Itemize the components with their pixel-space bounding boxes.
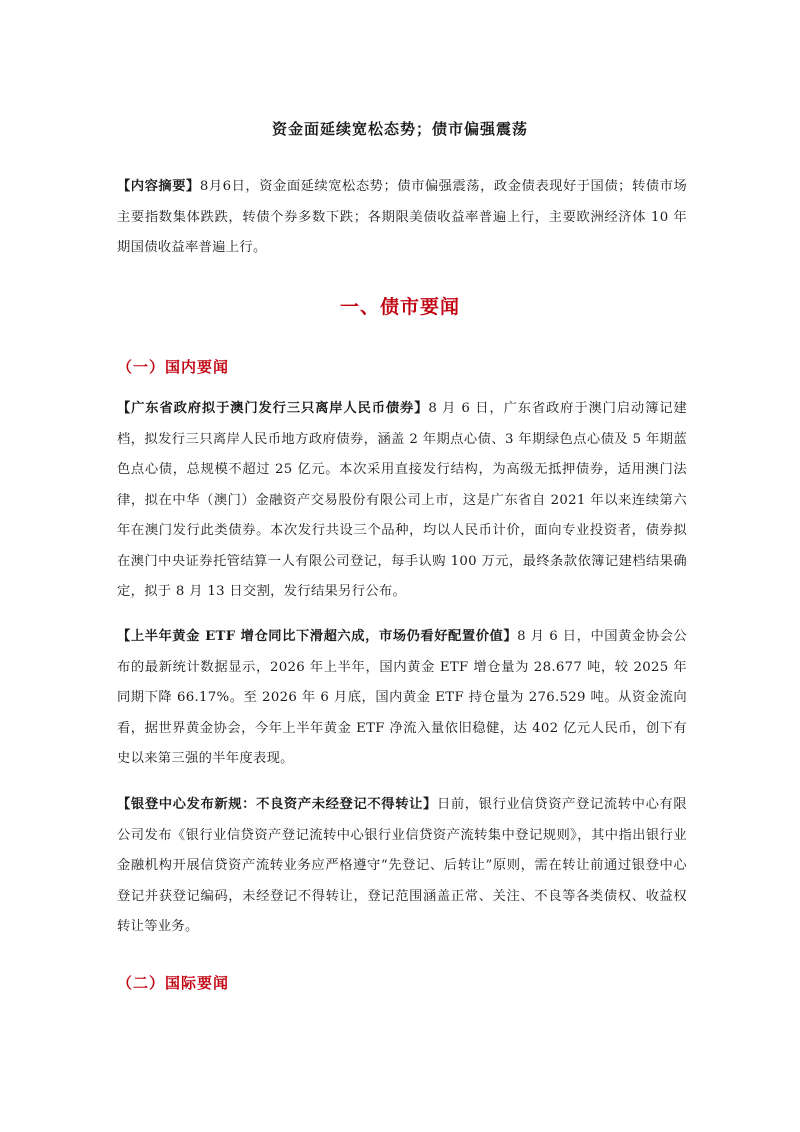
news-item xyxy=(117,394,687,608)
section-heading: 一、债市要闻 xyxy=(339,296,460,318)
subsection-heading-domestic: （一）国内要闻 xyxy=(117,358,230,376)
subsection-heading-international: （二）国际要闻 xyxy=(117,974,230,992)
news-item-text: 日前，银行业信贷资产登记流转中心有限公司发布《银行业信贷资产登记流转中心银行业信贷资产流转集中登记规则》，其中指出银行业金融机构开展信贷资产流转业务应严格遵守“先登记、后转让”原则，需在转让前通过银登中心登记并获登记编码，未经登记不得转让，登记范围涵盖正常、关注、不良等各类债权、收益权转让等业务。 xyxy=(117,797,687,934)
news-item-label: 【银登中心发布新规：不良资产未经登记不得转让】 xyxy=(117,797,437,812)
news-item-label: 【广东省政府拟于澳门发行三只离岸人民币债券】 xyxy=(117,401,429,416)
summary-label: 【内容摘要】 xyxy=(117,179,200,194)
news-item-text: 8 月 6 日，广东省政府于澳门启动簿记建档，拟发行三只离岸人民币地方政府债券，涵盖 2 年期点心债、3 年期绿色点心债及 5 年期蓝色点心债，总规模不超过 25 亿元。本次采用直接发行结构，为高级无抵押债券，适用澳门法律，拟在中华（澳门）金融资产交易股份有限公司上市，这是广东省自 2021 年以来连续第六年在澳门发行此类债券。本次发行共设三个品种，均以人民币计价，面向专业投资者，债券拟在澳门中央证券托管结算一人有限公司登记，每手认购 100 万元，最终条款依簿记建档结果确定，拟于 8 月 13 日交割，发行结果另行公布。 xyxy=(117,401,687,599)
summary-paragraph xyxy=(117,172,687,264)
news-item xyxy=(117,790,687,943)
news-item-label: 【上半年黄金 ETF 增仓同比下滑超六成，市场仍看好配置价值】 xyxy=(117,629,518,644)
summary-text: 8月6日，资金面延续宽松态势；债市偏强震荡，政金债表现好于国债；转债市场主要指数集体跌跌，转债个券多数下跌；各期限美债收益率普遍上行，主要欧洲经济体 10 年期国债收益率普遍上行。 xyxy=(117,179,687,255)
news-item-text: 8 月 6 日，中国黄金协会公布的最新统计数据显示，2026 年上半年，国内黄金 ETF 增仓量为 28.677 吨，较 2025 年同期下降 66.17%。至 2026 年 6 月底，国内黄金 ETF 持仓量为 276.529 吨。从资金流向看，据世界黄金协会，今年上半年黄金 ETF 净流入量依旧稳健，达 402 亿元人民币，创下有史以来第三强的半年度表现。 xyxy=(117,629,687,766)
news-item xyxy=(117,622,687,775)
document-title: 资金面延续宽松态势；债市偏强震荡 xyxy=(271,120,528,138)
